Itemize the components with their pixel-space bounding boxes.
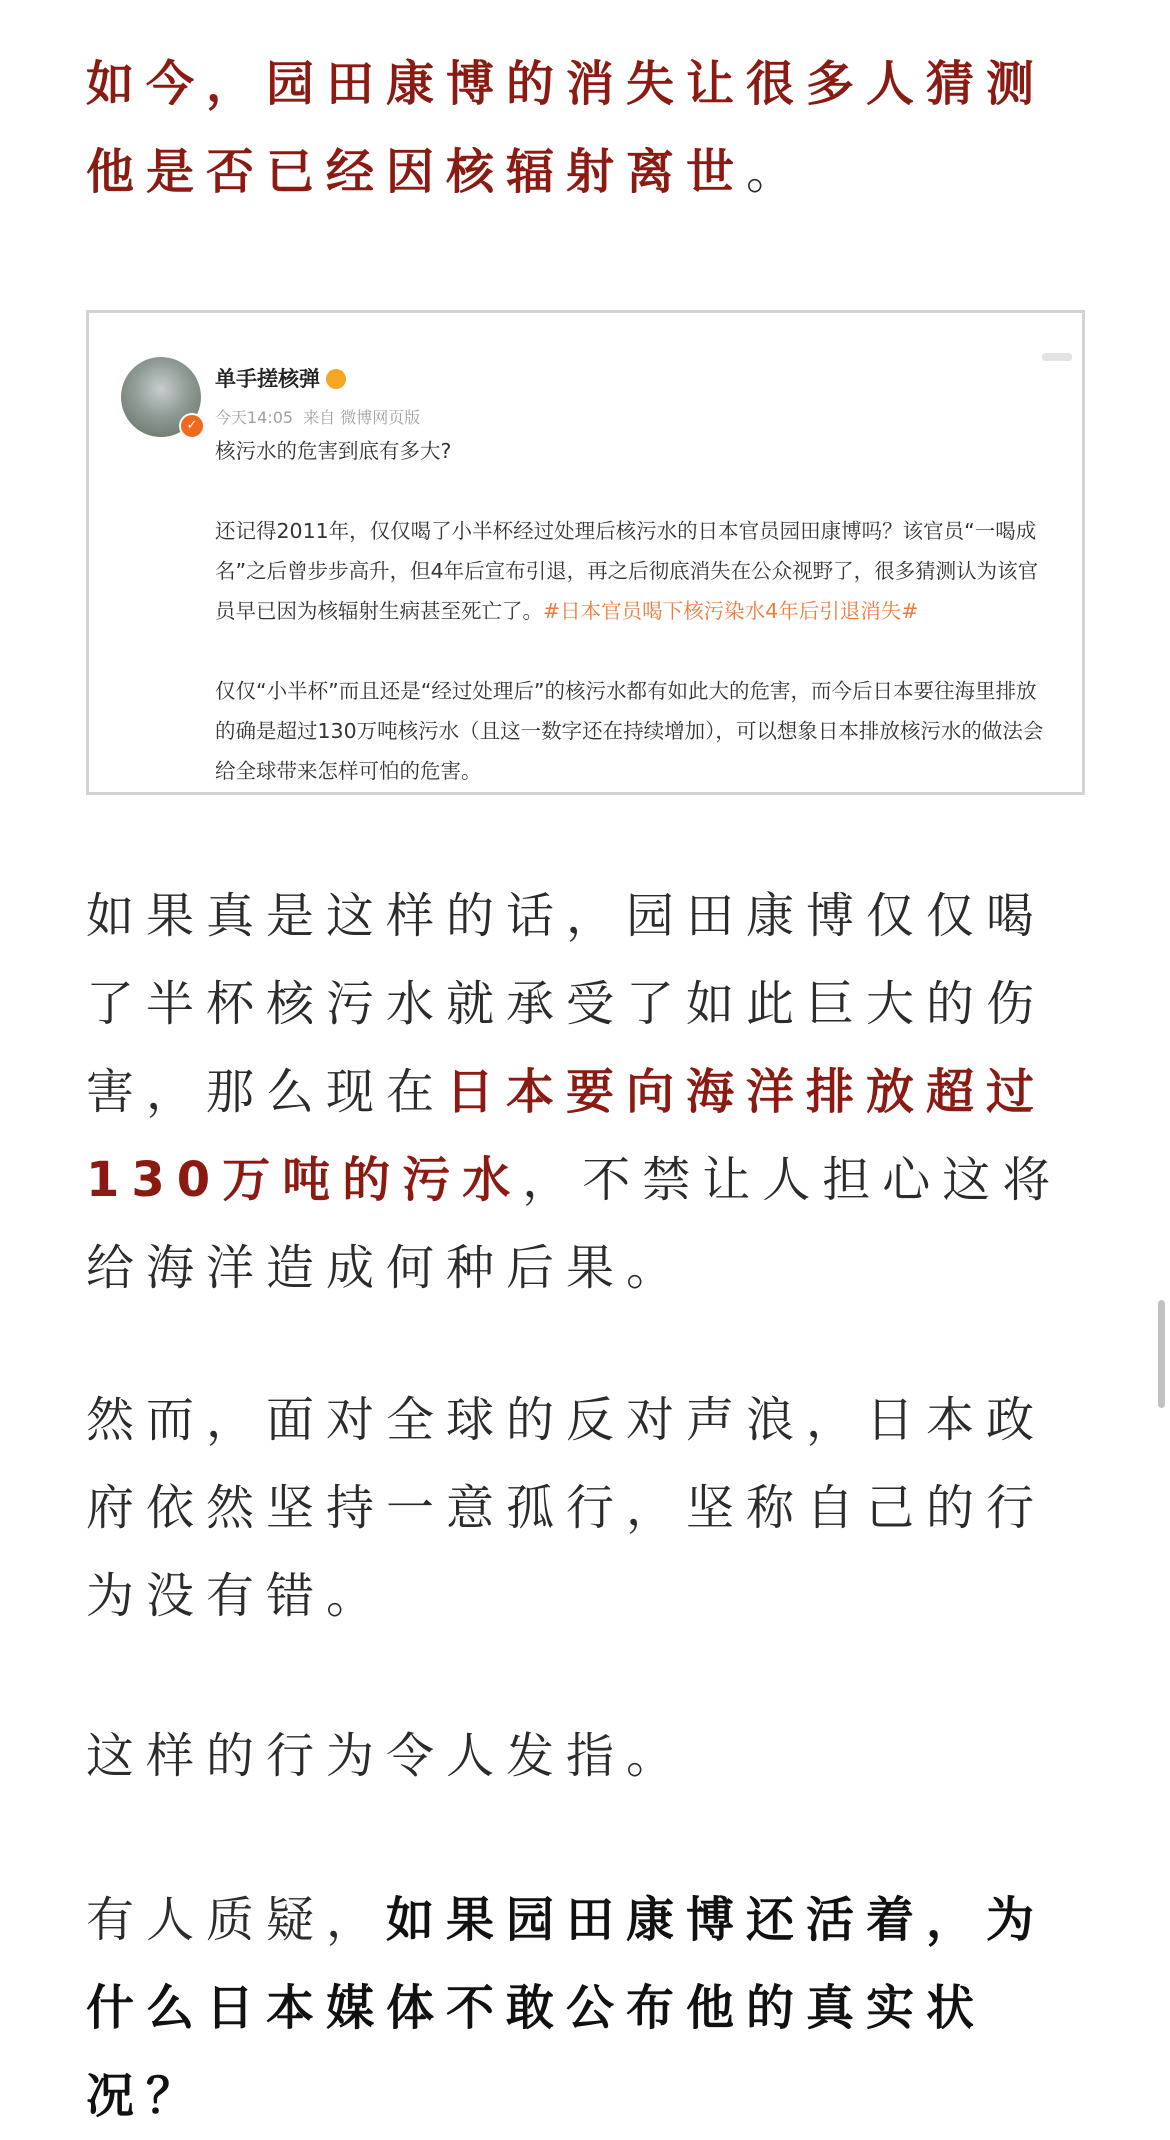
weibo-post-screenshot — [86, 310, 1085, 795]
paragraph-5-text-a: 有人质疑， — [86, 1892, 387, 1948]
post-hashtag[interactable]: #日本官员喝下核污染水4年后引退消失# — [543, 599, 919, 623]
bold-question-text: 如果园田康博还活着，为什么日本媒体不敢公布他的真实状况？ — [86, 1892, 1047, 2124]
article-paragraph-3: 然而，面对全球的反对声浪，日本政府依然坚持一意孤行，坚称自己的行为没有错。 — [86, 1392, 1047, 1624]
vip-crown-icon — [326, 369, 346, 389]
post-body-2: 仅仅“小半杯”而且还是“经过处理后”的核污水都有如此大的危害，而今后日本要往海里排放的确是超过130万吨核污水（且这一数字还在持续增加），可以想象日本排放核污水的做法会给全球带来怎样可怕的危害。 — [215, 679, 1044, 783]
paragraph-2-text-c: ，不禁让人担心这将给海洋造成何种后果。 — [86, 1152, 1063, 1296]
article-paragraph-2 — [86, 872, 1086, 1312]
highlight-text: 日本要向海洋排放超过130万吨的污水 — [86, 1064, 1047, 1208]
post-meta — [215, 405, 420, 428]
period-text: 。 — [746, 144, 807, 200]
paragraph-2-text-a: 如果真是这样的话，园田康博仅仅喝了半杯核污水就承受了如此巨大的伤害，那么现在 — [86, 888, 1047, 1120]
username-text[interactable]: 单手搓核弹 — [215, 367, 320, 391]
more-options-icon[interactable] — [1042, 353, 1072, 361]
highlight-text: 如今，园田康博的消失让很多人猜测他是否已经因核辐射离世 — [86, 56, 1047, 200]
post-source: 来自 微博网页版 — [303, 408, 421, 427]
post-time: 今天14:05 — [215, 408, 294, 427]
post-username[interactable] — [215, 363, 346, 393]
post-body-1-text: 还记得2011年，仅仅喝了小半杯经过处理后核污水的日本官员园田康博吗？该官员“一喝成名”之后曾步步高升，但4年后宣布引退，再之后彻底消失在公众视野了，很多猜测认为该官员早已因为核辐射生病甚至死亡了。 — [215, 519, 1039, 623]
article-paragraph-1 — [86, 40, 1086, 216]
verified-badge-icon: ✓ — [179, 413, 205, 439]
article-paragraph-5 — [86, 1876, 1086, 2140]
post-body-1 — [215, 511, 1045, 631]
vertical-scrollbar[interactable] — [1158, 1300, 1165, 1408]
user-avatar-icon[interactable] — [121, 357, 201, 437]
post-headline: 核污水的危害到底有多大? — [215, 439, 452, 463]
article-paragraph-4: 这样的行为令人发指。 — [86, 1728, 687, 1784]
